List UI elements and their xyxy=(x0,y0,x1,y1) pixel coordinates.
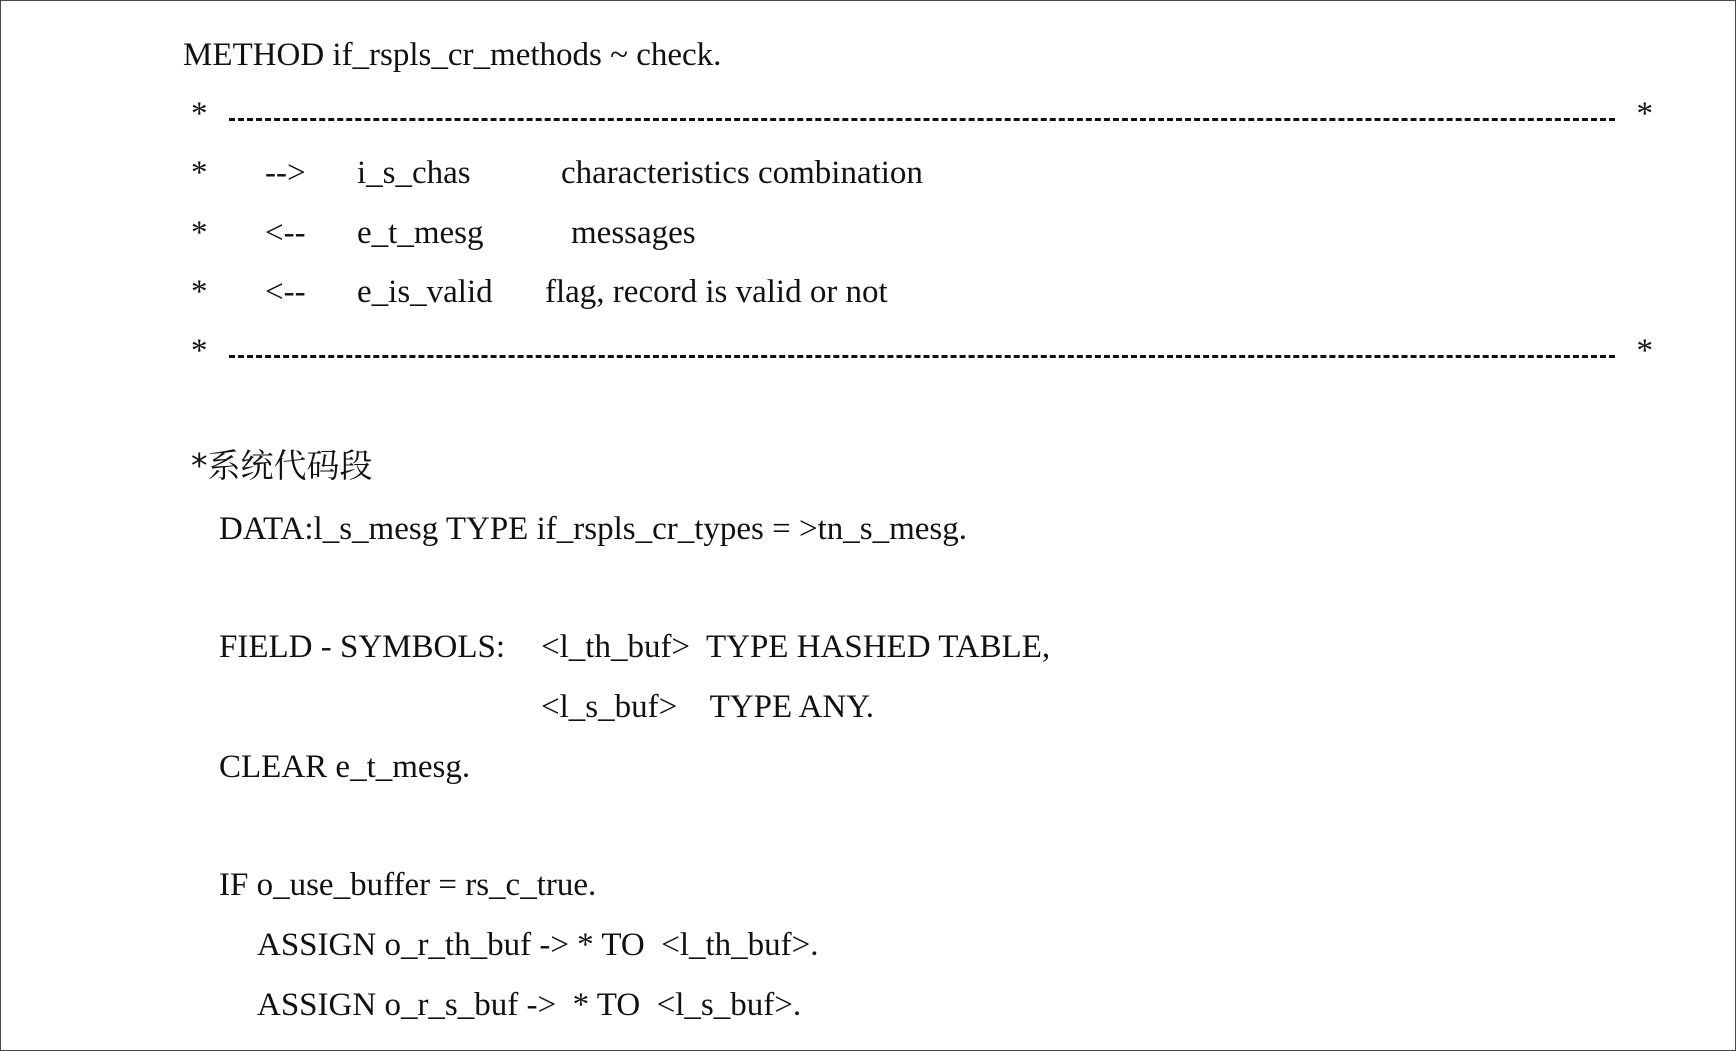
comment-line: *系统代码段 xyxy=(191,446,373,485)
separator-star-left: * xyxy=(191,96,208,132)
separator-star-left: * xyxy=(191,333,208,369)
param-arrow: --> xyxy=(265,155,306,191)
assign-line-th-buf: ASSIGN o_r_th_buf -> * TO <l_th_buf>. xyxy=(257,927,819,963)
param-description: characteristics combination xyxy=(561,155,923,191)
param-name: i_s_chas xyxy=(357,155,471,191)
param-name: e_is_valid xyxy=(357,274,493,310)
param-name: e_t_mesg xyxy=(357,215,484,251)
param-arrow: <-- xyxy=(265,274,306,310)
assign-line-s-buf: ASSIGN o_r_s_buf -> * TO <l_s_buf>. xyxy=(257,987,802,1023)
separator-dash-rule xyxy=(229,118,1615,121)
param-description: messages xyxy=(571,215,696,251)
param-description: flag, record is valid or not xyxy=(545,274,888,310)
clear-line: CLEAR e_t_mesg. xyxy=(219,749,471,785)
param-arrow: <-- xyxy=(265,215,306,251)
data-declaration-line: DATA:l_s_mesg TYPE if_rspls_cr_types = >tn_s_mesg. xyxy=(219,511,968,547)
param-star: * xyxy=(191,274,208,310)
separator-star-right: * xyxy=(1636,96,1653,132)
separator-bottom xyxy=(191,335,1653,369)
method-line: METHOD if_rspls_cr_methods ~ check. xyxy=(183,37,722,73)
if-line: IF o_use_buffer = rs_c_true. xyxy=(219,867,597,903)
param-star: * xyxy=(191,155,208,191)
field-symbol-s-buf: <l_s_buf> TYPE ANY. xyxy=(541,689,875,725)
param-star: * xyxy=(191,215,208,251)
field-symbol-th-buf: <l_th_buf> TYPE HASHED TABLE, xyxy=(541,629,1051,665)
separator-top xyxy=(191,98,1653,132)
separator-star-right: * xyxy=(1636,333,1653,369)
field-symbols-keyword: FIELD - SYMBOLS: xyxy=(219,629,506,665)
separator-dash-rule xyxy=(229,355,1615,358)
